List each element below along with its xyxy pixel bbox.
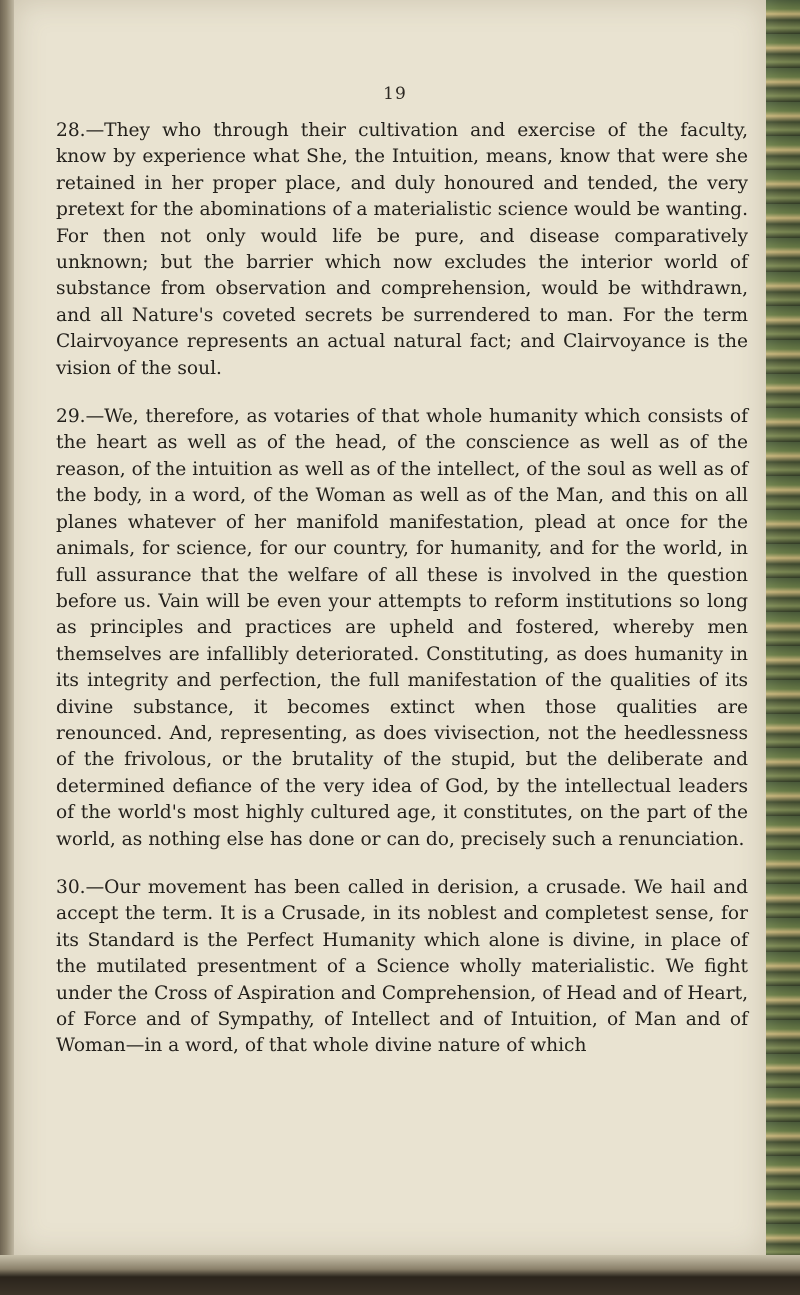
paragraph-text: —We, therefore, as votaries of that whole humanity which consists of the heart as well as of the head, of the conscience as well as of the reason, of the intuition as well as of the intellect, of the soul as well as of the body, in a word, of the Woman as well as of the Man, and this on all planes whatever of her manifold manifestation, plead at once for the animals, for science, for our country, for humanity, and for the world, in full assurance that the welfare of all these is involved in the question before us. Vain will be even your attempts to reform institutions so long as principles and practices are upheld and fostered, whereby men themselves are infallibly deteriorated. Constituting, as does humanity in its integrity and perfection, the full manifestation of the qualities of its divine substance, it becomes extinct when those qualities are renounced. And, representing, as does vivisection, not the heedlessness of the frivolous, or the brutality of the stupid, but the deliberate and determined defiance of the very idea of God, by the intellectual leaders of the world's most highly cultured age, it constitutes, on the part of the world, as nothing else has done or can do, precisely such a renunciation. xyxy=(56,406,748,850)
paragraph-gap xyxy=(56,853,748,875)
paragraph-number: 28. xyxy=(56,120,86,141)
paragraph-number: 29. xyxy=(56,406,86,428)
paragraph-number: 30. xyxy=(56,876,86,898)
paragraph-text: —They who through their cultivation and exercise of the faculty, know by experience what She, the Intuition, means, know that were she retained in her proper place, and duly honoured and tended, the very pretext for the abominations of a materialistic science would be wanting. For then not only would life be pure, and disease comparatively unknown; but the barrier which now excludes the interior world of substance from observation and comprehension, would be withdrawn, and all Nature's coveted secrets be surrendered to man. For the term Clairvoyance represents an actual natural fact; and Clairvoyance is the vision of the soul. xyxy=(56,120,748,379)
paragraph-gap xyxy=(56,382,748,404)
paragraph-29 xyxy=(56,404,748,853)
paragraph-28 xyxy=(56,118,748,382)
paragraph-text: —Our movement has been called in derision, a crusade. We hail and accept the term. It is a Crusade, in its noblest and completest sense, for its Standard is the Perfect Humanity which alone is divine, in place of the mutilated presentment of a Science wholly materialistic. We fight under the Cross of Aspiration and Comprehension, of Head and of Heart, of Force and of Sympathy, of Intellect and of Intuition, of Man and of Woman—in a word, of that whole divine nature of which xyxy=(56,876,748,1057)
paragraph-30 xyxy=(56,875,748,1060)
page-number: 19 xyxy=(383,84,407,104)
book-edge-right xyxy=(766,0,800,1295)
body-text xyxy=(56,118,748,1060)
book-edge-bottom xyxy=(0,1255,800,1295)
